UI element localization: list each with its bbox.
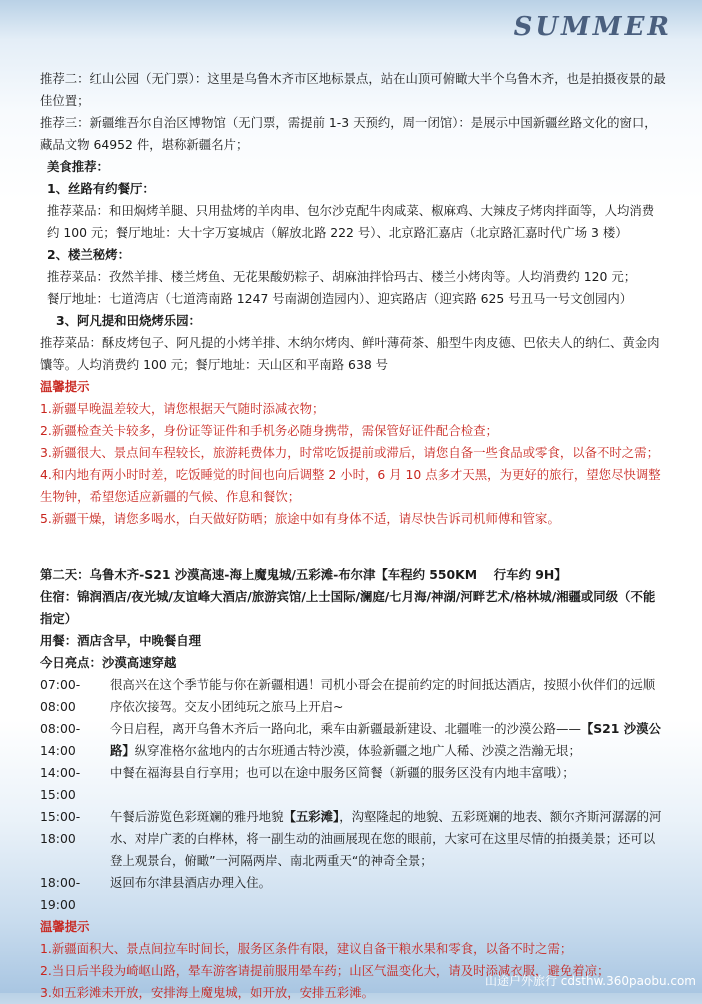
recommendation-3: 推荐三：新疆维吾尔自治区博物馆（无门票，需提前 1-3 天预约，周一闭馆）：是展示中国新疆丝路文化的窗口，藏品文物 64952 件，堪称新疆名片； xyxy=(40,115,657,152)
day2-tip-item: 2.当日后半段为崎岖山路，晕车游客请提前服用晕车药；山区气温变化大，请及时添减衣服，避免着凉； xyxy=(40,963,610,978)
schedule-time: 14:00-15:00 xyxy=(40,765,81,802)
section-gap xyxy=(40,530,666,564)
day2-hotel: 住宿：锦润酒店/夜光城/友谊峰大酒店/旅游宾馆/上士国际/澜庭/七月海/神湖/河畔艺术/格林城/湘疆或同级（不能指定） xyxy=(40,589,656,626)
day2-highlight: 今日亮点：沙漠高速穿越 xyxy=(40,655,177,670)
restaurant-3-title: 3、阿凡提和田烧烤乐园： xyxy=(56,313,201,328)
tip-item: 4.和内地有两小时时差，吃饭睡觉的时间也向后调整 2 小时，6 月 10 点多才天黑，为更好的旅行，望您尽快调整生物钟，希望您适应新疆的气候、作息和餐饮； xyxy=(40,467,661,504)
recommendation-2: 推荐二：红山公园（无门票）：这里是乌鲁木齐市区地标景点，站在山顶可俯瞰大半个乌鲁木齐，也是拍摄夜景的最佳位置； xyxy=(40,71,666,108)
schedule-time: 15:00-18:00 xyxy=(40,809,81,846)
schedule-row xyxy=(40,674,666,718)
day2-tips-title: 温馨提示 xyxy=(40,919,90,934)
restaurant-2-title: 2、楼兰秘烤： xyxy=(47,247,130,262)
summer-logo: SUMMER xyxy=(513,12,672,42)
schedule-description: 午餐后游览色彩斑斓的雅丹地貌【五彩滩】，沟壑隆起的地貌、五彩斑斓的地表、额尔齐斯河潺潺的河水、对岸广袤的白桦林，将一副生动的油画展现在您的眼前，大家可在这里尽情的拍摄美景；还可以登上观景台，俯瞰”一河隔两岸、南北两重天“的神奇全景； xyxy=(110,809,662,868)
restaurant-2-dishes: 推荐菜品：孜然羊排、楼兰烤鱼、无花果酸奶粽子、胡麻油拌恰玛古、楼兰小烤肉等。人均消费约 120 元； xyxy=(47,269,637,284)
restaurant-1-details: 推荐菜品：和田焖烤羊腿、只用盐烤的羊肉串、包尔沙克配牛肉咸菜、椒麻鸡、大辣皮子烤肉拌面等，人均消费约 100 元；餐厅地址：大十字万宴城店（解放北路 222 号）、北京路汇嘉店（北京路汇嘉时代广场 3 楼） xyxy=(47,203,655,240)
restaurant-1-title: 1、丝路有约餐厅： xyxy=(47,181,155,196)
highlight-wucaitan: 【五彩滩】 xyxy=(283,809,340,824)
tip-item: 3.新疆很大、景点间车程较长，旅游耗费体力，时常吃饭提前或滞后，请您自备一些食品或零食，以备不时之需； xyxy=(40,445,659,460)
schedule-time: 08:00-14:00 xyxy=(40,721,81,758)
tip-item: 1.新疆早晚温差较大，请您根据天气随时添减衣物； xyxy=(40,401,325,416)
schedule-row xyxy=(40,872,666,916)
tip-item: 5.新疆干燥，请您多喝水，白天做好防晒；旅途中如有身体不适，请尽快告诉司机师傅和管家。 xyxy=(40,511,560,526)
schedule-description: 中餐在福海县自行享用；也可以在途中服务区简餐（新疆的服务区没有内地丰富哦）； xyxy=(110,765,575,780)
schedule-description: 返回布尔津县酒店办理入住。 xyxy=(110,875,272,890)
day2-tip-item: 3.如五彩滩未开放，安排海上魔鬼城，如开放，安排五彩滩。 xyxy=(40,985,374,1000)
restaurant-2-address: 餐厅地址：七道湾店（七道湾南路 1247 号南湖创造园内）、迎宾路店（迎宾路 625 号丑马一号文创园内） xyxy=(47,291,633,306)
day2-meals: 用餐：酒店含早，中晚餐自理 xyxy=(40,633,202,648)
schedule-description: 很高兴在这个季节能与你在新疆相遇！司机小哥会在提前约定的时间抵达酒店，按照小伙伴们的远顺序依次接驾。交友小团纯玩之旅马上开启~ xyxy=(110,677,656,714)
day2-title: 第二天：乌鲁木齐-S21 沙漠高速-海上魔鬼城/五彩滩-布尔津【车程约 550KM 行车约 9H】 xyxy=(40,567,567,582)
tips-title: 温馨提示 xyxy=(40,379,90,394)
schedule-row xyxy=(40,718,666,762)
schedule-time: 18:00-19:00 xyxy=(40,875,81,912)
schedule-time: 07:00-08:00 xyxy=(40,677,81,714)
restaurant-3-details: 推荐菜品：酥皮烤包子、阿凡提的小烤羊排、木纳尔烤肉、鲜叶薄荷茶、船型牛肉皮德、巴依夫人的纳仁、黄金肉馕等。人均消费约 100 元；餐厅地址：天山区和平南路 638 号 xyxy=(40,335,660,372)
schedule-row xyxy=(40,762,666,806)
schedule-description: 今日启程，离开乌鲁木齐后一路向北，乘车由新疆最新建设、北疆唯一的沙漠公路——【S21 沙漠公路】纵穿准格尔盆地内的古尔班通古特沙漠，体验新疆之地广人稀、沙漠之浩瀚无垠； xyxy=(110,721,661,758)
schedule-row xyxy=(40,806,666,872)
watermark-text: 山途户外旅行 cdsthw.360paobu.com xyxy=(484,974,696,988)
tip-item: 2.新疆检查关卡较多，身份证等证件和手机务必随身携带，需保管好证件配合检查； xyxy=(40,423,498,438)
food-section-title: 美食推荐： xyxy=(47,159,109,174)
itinerary-content xyxy=(40,68,666,1004)
highlight-s21-highway: 【S21 沙漠公路】 xyxy=(110,721,661,758)
day2-tip-item: 1.新疆面积大、景点间拉车时间长，服务区条件有限，建议自备干粮水果和零食，以备不时之需； xyxy=(40,941,573,956)
